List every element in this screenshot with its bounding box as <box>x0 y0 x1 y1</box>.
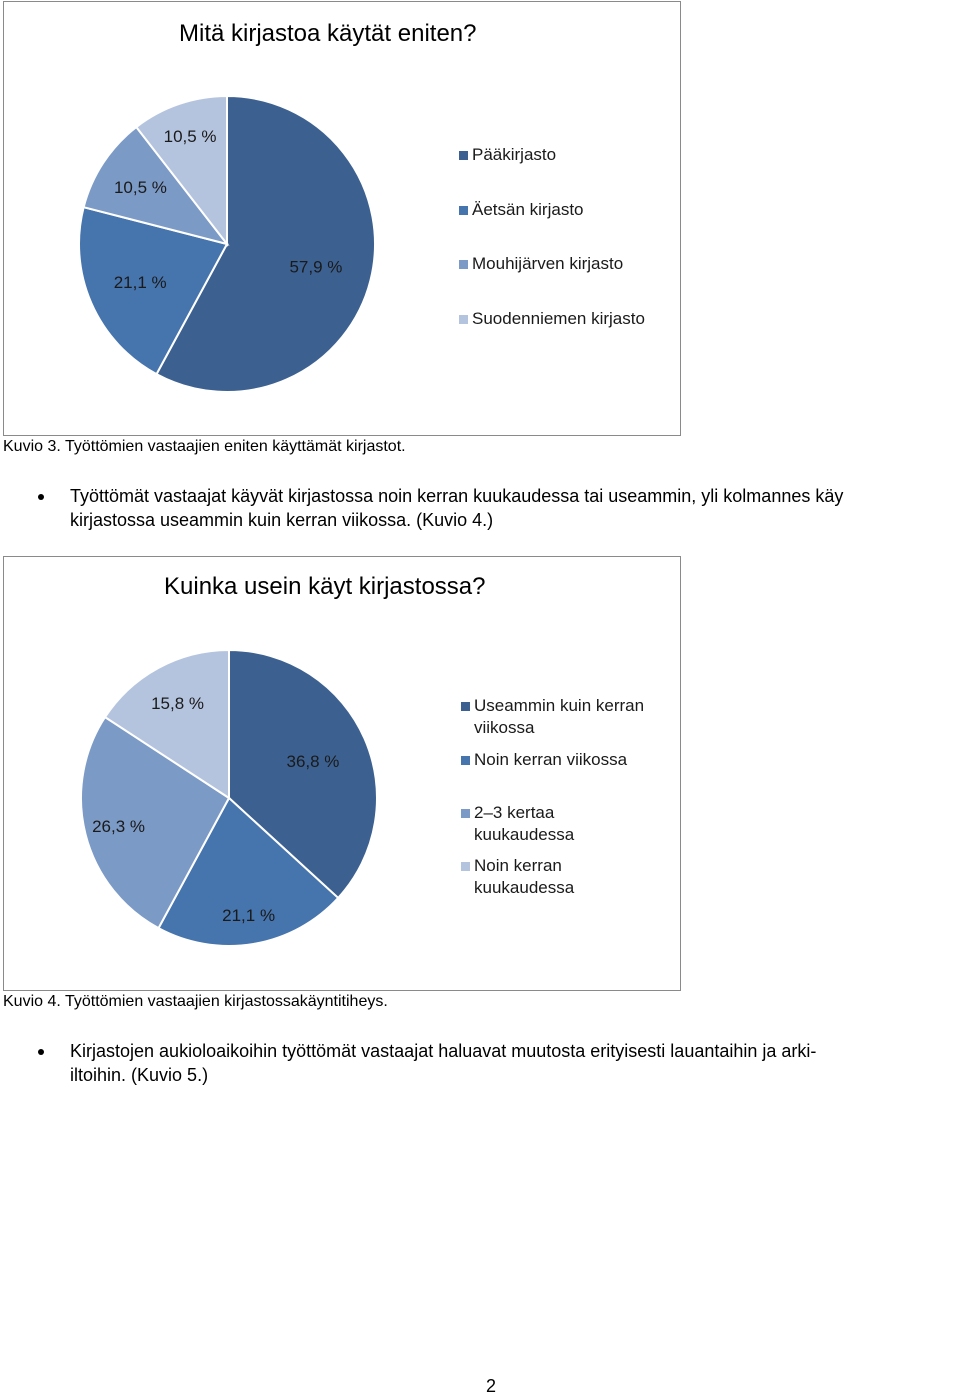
bullet-text-line: kirjastossa useammin kuin kerran viikossa. (Kuvio 4.) <box>70 510 494 530</box>
legend-swatch <box>459 260 468 269</box>
legend-label: Suodenniemen kirjasto <box>472 309 645 328</box>
legend-swatch <box>461 756 470 765</box>
chart-title: Mitä kirjastoa käytät eniten? <box>179 20 477 47</box>
figure-caption: Kuvio 4. Työttömien vastaajien kirjastossakäyntitiheys. <box>3 993 388 1010</box>
data-label: 36,8 % <box>286 752 340 772</box>
bullet-text-line: iltoihin. (Kuvio 5.) <box>70 1065 209 1085</box>
data-label: 10,5 % <box>113 178 167 198</box>
data-label: 57,9 % <box>289 257 343 277</box>
legend-label: Useammin kuin kerran viikossa <box>474 696 645 737</box>
legend-label: Noin kerran viikossa <box>474 750 628 769</box>
legend-label: 2–3 kertaa kuukaudessa <box>474 803 575 844</box>
data-label: 10,5 % <box>163 127 217 147</box>
legend-swatch <box>459 151 468 160</box>
figure-caption: Kuvio 3. Työttömien vastaajien eniten käyttämät kirjastot. <box>3 438 406 455</box>
legend-label: Pääkirjasto <box>472 145 557 164</box>
legend-swatch <box>461 809 470 818</box>
page-number: 2 <box>486 1376 497 1396</box>
library-usage-pie-chart <box>3 1 681 436</box>
data-label: 21,1 % <box>222 905 276 925</box>
data-label: 21,1 % <box>113 272 167 292</box>
pie-chart-plot <box>4 557 682 992</box>
data-label: 15,8 % <box>151 693 205 713</box>
legend-label: Mouhijärven kirjasto <box>472 254 624 273</box>
bullet-marker <box>38 1049 44 1055</box>
bullet-marker <box>38 494 44 500</box>
visit-frequency-pie-chart <box>3 556 681 991</box>
legend-swatch <box>459 206 468 215</box>
legend-swatch <box>461 862 470 871</box>
legend-swatch <box>459 315 468 324</box>
bullet-text-line: Työttömät vastaajat käyvät kirjastossa noin kerran kuukaudessa tai useammin, yli kolmannes käy <box>70 486 844 506</box>
data-label: 26,3 % <box>92 816 146 836</box>
legend-label: Äetsän kirjasto <box>472 200 584 219</box>
legend-swatch <box>461 702 470 711</box>
chart-title: Kuinka usein käyt kirjastossa? <box>164 573 486 600</box>
bullet-text-line: Kirjastojen aukioloaikoihin työttömät vastaajat haluavat muutosta erityisesti lauantaihin ja arki- <box>70 1041 817 1061</box>
legend-label: Noin kerran kuukaudessa <box>474 856 575 897</box>
